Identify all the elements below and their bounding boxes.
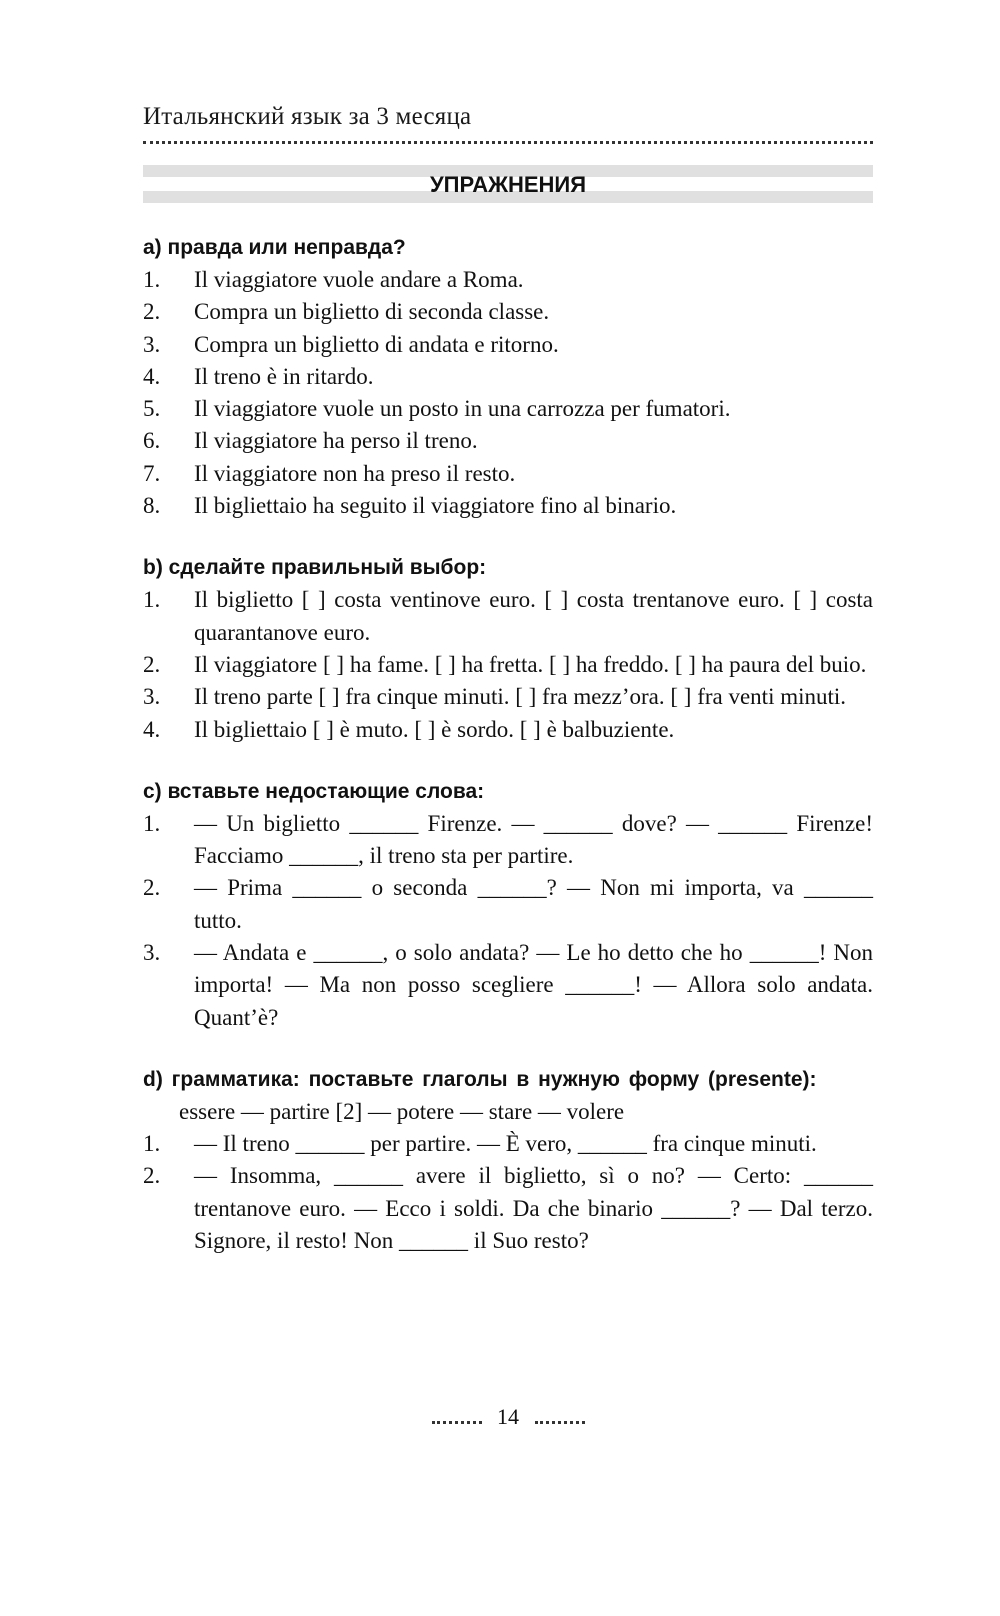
- item-number: 1.: [143, 1130, 161, 1156]
- item-text: Il viaggiatore vuole andare a Roma.: [194, 267, 524, 292]
- list-item: [143, 649, 873, 681]
- header-dotted-rule: [143, 141, 873, 144]
- page-number: 14: [497, 1404, 519, 1429]
- list-item: [143, 584, 873, 649]
- item-text: Compra un biglietto di andata e ritorno.: [194, 331, 559, 357]
- item-text: Il viaggiatore [ ] ha fame. [ ] ha fretta. [ ] ha freddo. [ ] ha paura del buio.: [194, 651, 867, 677]
- exercise-d: [143, 1064, 873, 1257]
- exercises-content: [143, 232, 873, 1287]
- exercise-title: a) правда или неправда?: [143, 236, 406, 259]
- exercise-c: [143, 776, 873, 1034]
- verb-list: essere — partire [2] — potere — stare — volere: [179, 1098, 625, 1124]
- item-text: — Il treno ______ per partire. — È vero, ______ fra cinque minuti.: [194, 1130, 817, 1156]
- item-text: Compra un biglietto di seconda classe.: [194, 299, 550, 325]
- item-number: 2.: [143, 651, 161, 677]
- list-item: [143, 1128, 873, 1160]
- item-number: 2.: [143, 875, 161, 901]
- exercise-title: d) грамматика: поставьте глаголы в нужную форму (presente):: [143, 1067, 817, 1091]
- exercise-b: [143, 552, 873, 745]
- list-item: [143, 681, 873, 713]
- item-number: 2.: [143, 299, 161, 325]
- item-text: Il biglietto [ ] costa ventinove euro. [ ] costa trentanove euro. [ ] costa quarantanove euro.: [194, 587, 873, 645]
- item-text: Il treno parte [ ] fra cinque minuti. [ ] fra mezz’ora. [ ] fra venti minuti.: [194, 684, 847, 710]
- section-banner: [143, 165, 873, 203]
- list-item: [143, 1160, 873, 1257]
- item-text: Il viaggiatore non ha preso il resto.: [194, 460, 516, 486]
- list-item: [143, 490, 873, 522]
- item-text: — Andata e ______, o solo andata? — Le ho detto che ho ______! Non importa! — Ma non posso scegliere ______! — Allora solo andata. Quant’è?: [194, 940, 873, 1030]
- item-number: 6.: [143, 428, 161, 454]
- item-text: — Prima ______ o seconda ______? — Non mi importa, va ______ tutto.: [194, 875, 873, 933]
- item-text: Il viaggiatore ha perso il treno.: [194, 428, 478, 454]
- item-text: — Insomma, ______ avere il biglietto, sì o no? — Certo: ______ trentanove euro. — Ecco i soldi. Da che binario ______? — Dal terzo. Signore, il resto! Non ______ il Suo resto?: [194, 1163, 873, 1253]
- item-text: Il viaggiatore vuole un posto in una carrozza per fumatori.: [194, 396, 731, 422]
- exercise-a: [143, 232, 873, 522]
- list-item: [143, 458, 873, 490]
- running-head-title: Итальянский язык за 3 месяца: [143, 103, 472, 130]
- list-item: [143, 296, 873, 328]
- exercise-title: c) вставьте недостающие слова:: [143, 779, 485, 803]
- item-number: 7.: [143, 460, 161, 486]
- list-item: [143, 393, 873, 425]
- item-text: Il treno è in ritardo.: [194, 363, 374, 389]
- item-number: 1.: [143, 267, 161, 292]
- list-item: [143, 872, 873, 937]
- footer-dots-right: [535, 1421, 585, 1424]
- item-number: 1.: [143, 587, 161, 613]
- list-item: [143, 329, 873, 361]
- list-item: [143, 425, 873, 457]
- item-number: 3.: [143, 331, 161, 357]
- list-item: [143, 808, 873, 873]
- item-text: Il bigliettaio [ ] è muto. [ ] è sordo. [ ] è balbuziente.: [194, 716, 675, 742]
- list-item: [143, 937, 873, 1034]
- item-number: 3.: [143, 684, 161, 710]
- section-title: УПРАЖНЕНИЯ: [429, 172, 587, 197]
- item-text: Il bigliettaio ha seguito il viaggiatore fino al binario.: [194, 493, 677, 519]
- list-item: [143, 361, 873, 393]
- item-number: 5.: [143, 396, 161, 422]
- item-number: 8.: [143, 493, 161, 519]
- item-text: — Un biglietto ______ Firenze. — ______ dove? — ______ Firenze! Facciamo ______, il treno sta per partire.: [194, 810, 873, 869]
- page-footer: [143, 1404, 873, 1430]
- list-item: [143, 714, 873, 746]
- item-number: 4.: [143, 716, 161, 742]
- item-number: 3.: [143, 940, 161, 966]
- list-item: [143, 264, 873, 296]
- item-number: 2.: [143, 1163, 161, 1189]
- footer-dots-left: [432, 1421, 482, 1424]
- item-number: 4.: [143, 363, 161, 389]
- item-number: 1.: [143, 810, 161, 836]
- exercise-title: b) сделайте правильный выбор:: [143, 556, 487, 580]
